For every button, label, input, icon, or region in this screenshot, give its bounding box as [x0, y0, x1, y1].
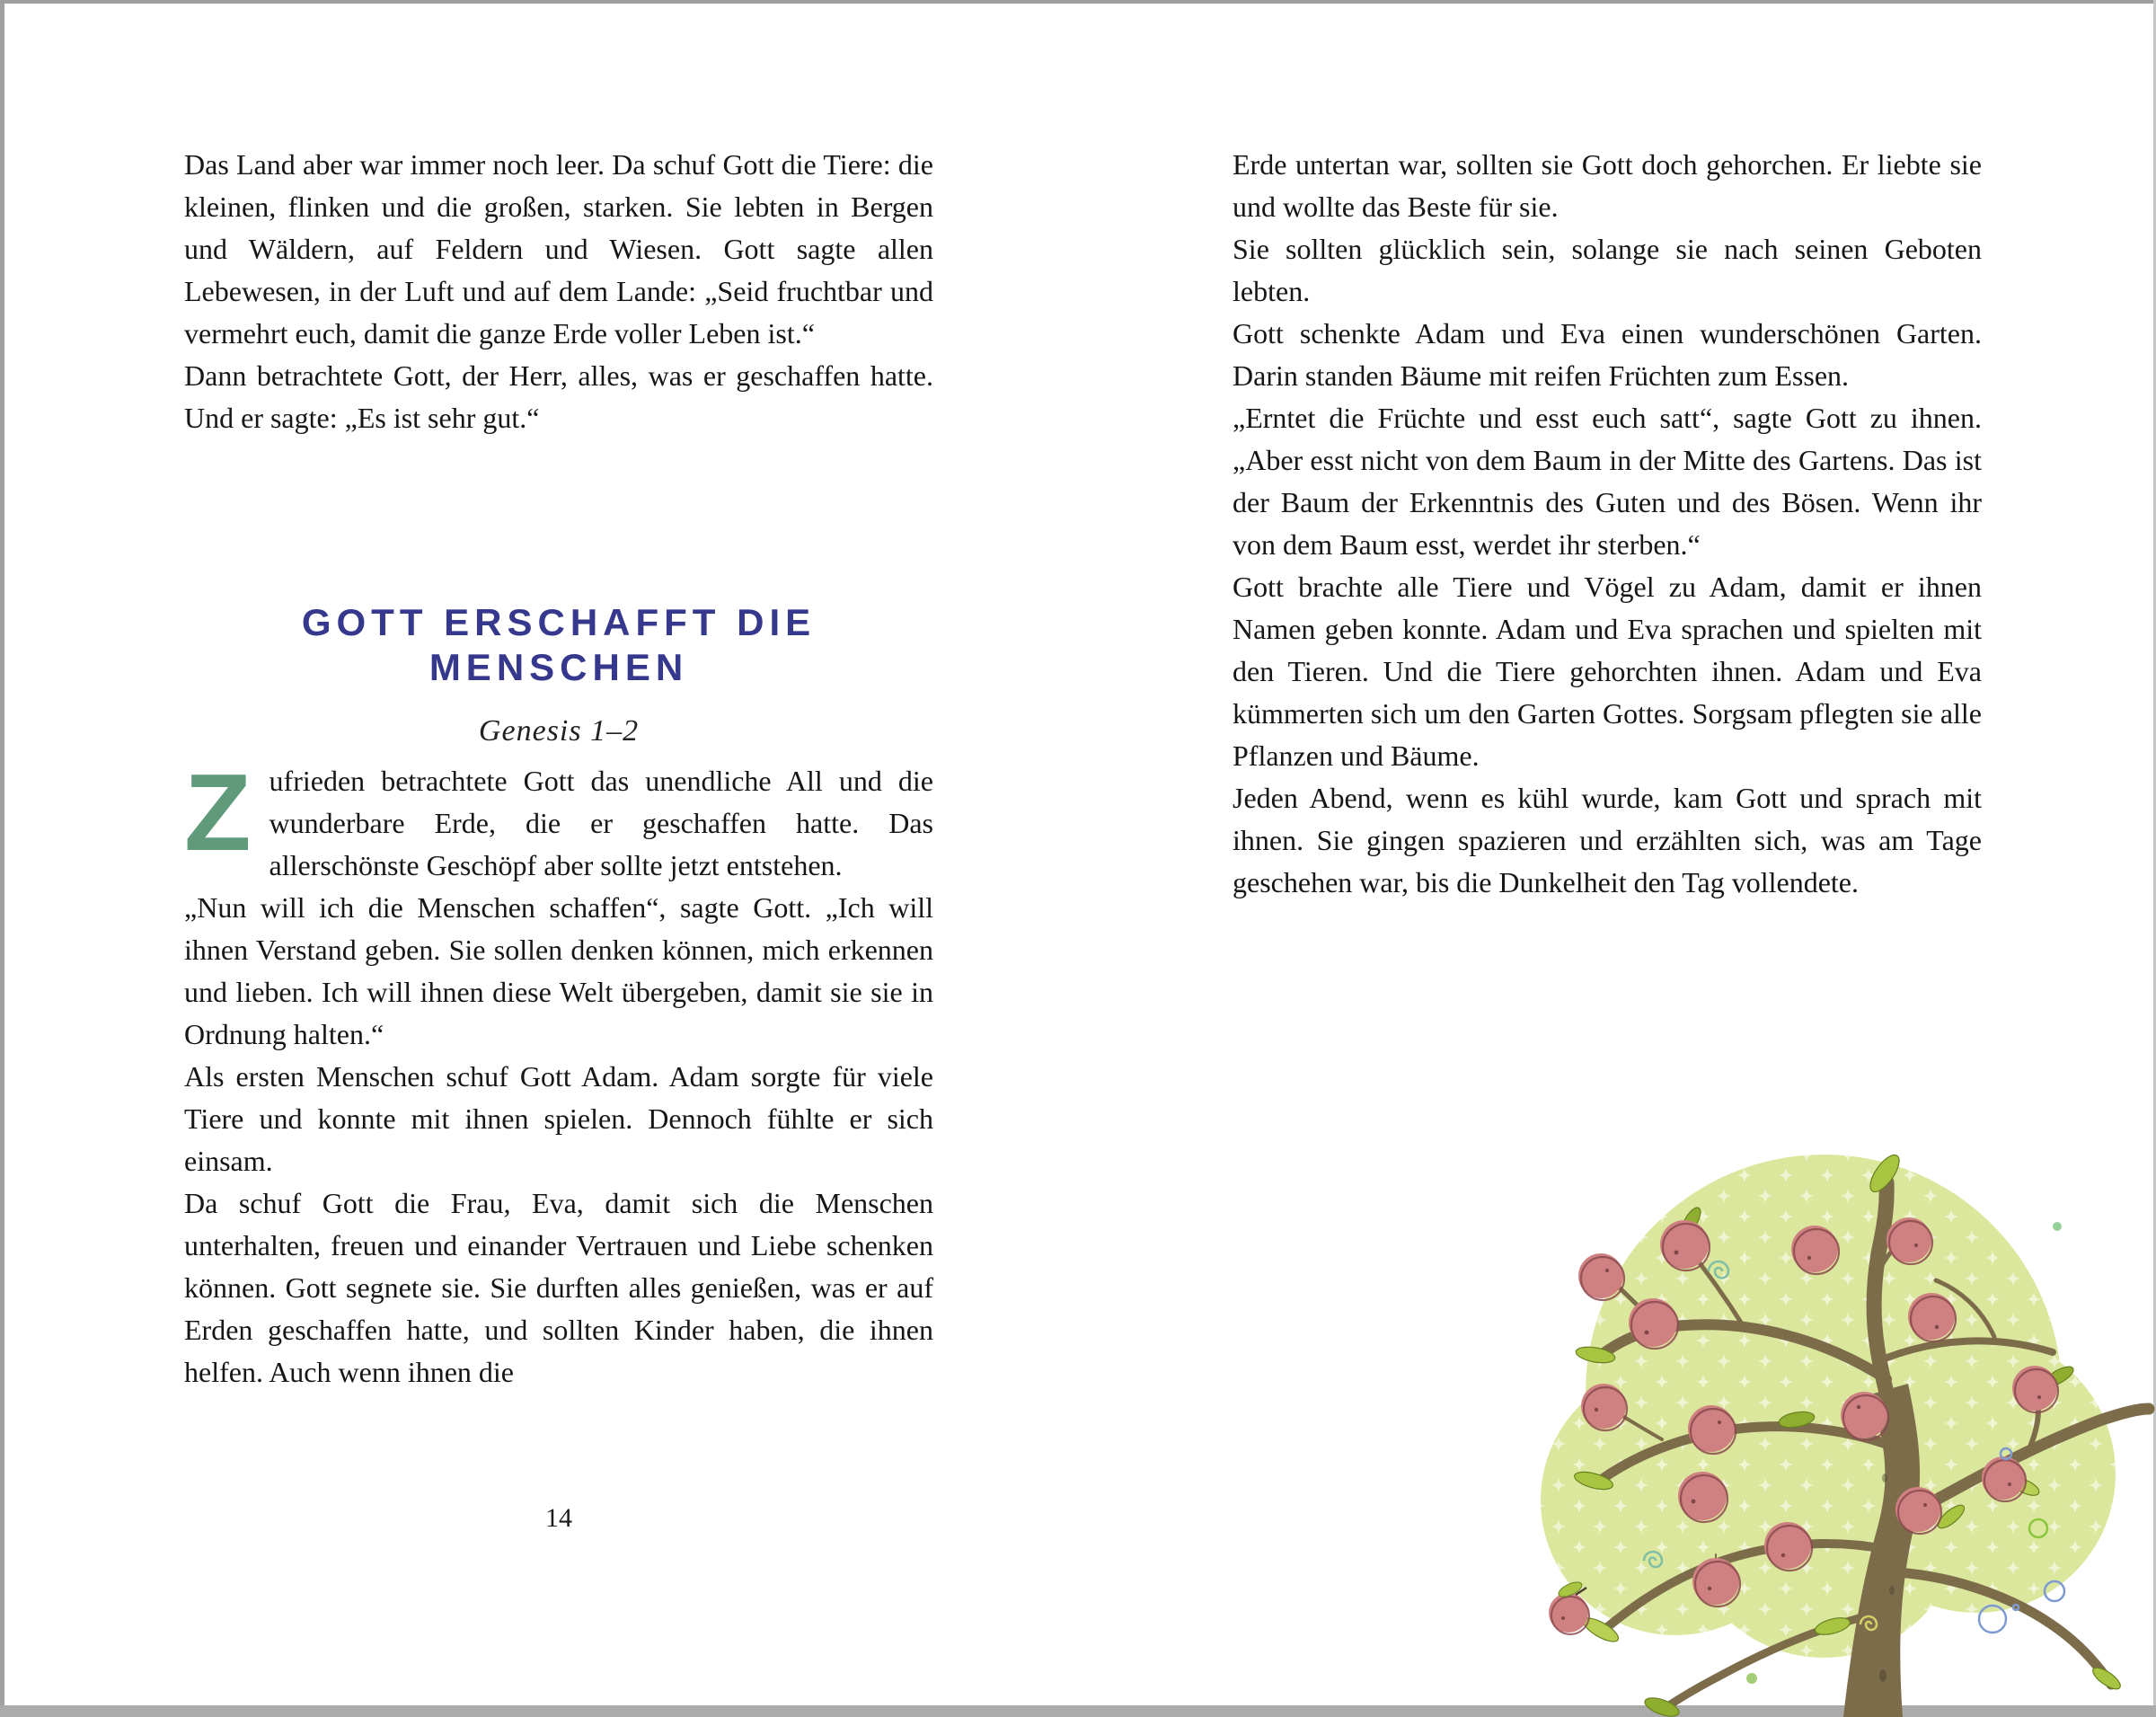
paragraph: Als ersten Menschen schuf Gott Adam. Adam sorgte für viele Tiere und konnte mit ihnen spielen. Dennoch fühlte er sich einsam.	[184, 1060, 933, 1177]
paragraph: „Nun will ich die Menschen schaffen“, sagte Gott. „Ich will ihnen Verstand geben. Sie sollen denken können, mich erkennen und lieben. Ich will ihnen diese Welt übergeben, damit sie sie in Ordnung halten.“	[184, 891, 933, 1050]
paragraph: Jeden Abend, wenn es kühl wurde, kam Gott und sprach mit ihnen. Sie gingen spazieren und erzählten sich, was am Tage geschehen war, bis die Dunkelheit den Tag vollendete.	[1233, 782, 1982, 898]
scan-edge-top	[0, 0, 2156, 4]
section-header	[184, 600, 933, 749]
apple-tree-illustration	[1527, 1123, 2156, 1717]
section-heading: GOTT ERSCHAFFT DIE MENSCHEN	[301, 601, 817, 688]
left-page-intro	[184, 144, 933, 439]
paragraph: Erde untertan war, sollten sie Gott doch gehorchen. Er liebte sie und wollte das Beste für sie.	[1233, 148, 1982, 223]
paragraph: Gott schenkte Adam und Eva einen wunderschönen Garten. Darin standen Bäume mit reifen Früchten zum Essen.	[1233, 317, 1982, 392]
paragraph: Dann betrachtete Gott, der Herr, alles, was er geschaffen hatte. Und er sagte: „Es ist sehr gut.“	[184, 359, 933, 434]
paragraph: Sie sollten glücklich sein, solange sie nach seinen Geboten lebten.	[1233, 233, 1982, 307]
paragraph-with-dropcap	[184, 751, 933, 887]
drop-cap: Z	[184, 751, 252, 873]
scan-edge-left	[0, 0, 4, 1717]
page-number: 14	[545, 1503, 572, 1533]
paragraph: Gott brachte alle Tiere und Vögel zu Adam, damit er ihnen Namen geben konnte. Adam und Eva sprachen und spielten mit den Tieren. Und die Tiere gehorchten ihnen. Adam und Eva kümmerten sich um den Garten Gottes. Sorgsam pflegten sie alle Pflanzen und Bäume.	[1233, 571, 1982, 772]
left-page-story	[184, 751, 933, 1394]
right-page	[1233, 144, 1982, 904]
paragraph: Da schuf Gott die Frau, Eva, damit sich die Menschen unterhalten, freuen und einander Vertrauen und Liebe schenken können. Gott segnete sie. Sie durften alles genießen, was er auf Erden geschaffen hatte, und sollten Kinder haben, die ihnen helfen. Auch wenn ihnen die	[184, 1187, 933, 1388]
paragraph: „Erntet die Früchte und esst euch satt“, sagte Gott zu ihnen. „Aber esst nicht von dem Baum in der Mitte des Gartens. Das ist der Baum der Erkenntnis des Guten und des Bösen. Wenn ihr von dem Baum esst, werdet ihr sterben.“	[1233, 402, 1982, 561]
story-opening-text: ufrieden betrachtete Gott das unendliche All und die wunderbare Erde, die er geschaffen hatte. Das allerschönste Geschöpf aber sollte jetzt entstehen.	[269, 765, 933, 881]
paragraph: Das Land aber war immer noch leer. Da schuf Gott die Tiere: die kleinen, flinken und die großen, starken. Sie lebten in Bergen und Wäldern, auf Feldern und Wiesen. Gott sagte allen Lebewesen, in der Luft und auf dem Lande: „Seid fruchtbar und vermehrt euch, damit die ganze Erde voller Leben ist.“	[184, 148, 933, 350]
section-reference: Genesis 1–2	[478, 714, 640, 748]
